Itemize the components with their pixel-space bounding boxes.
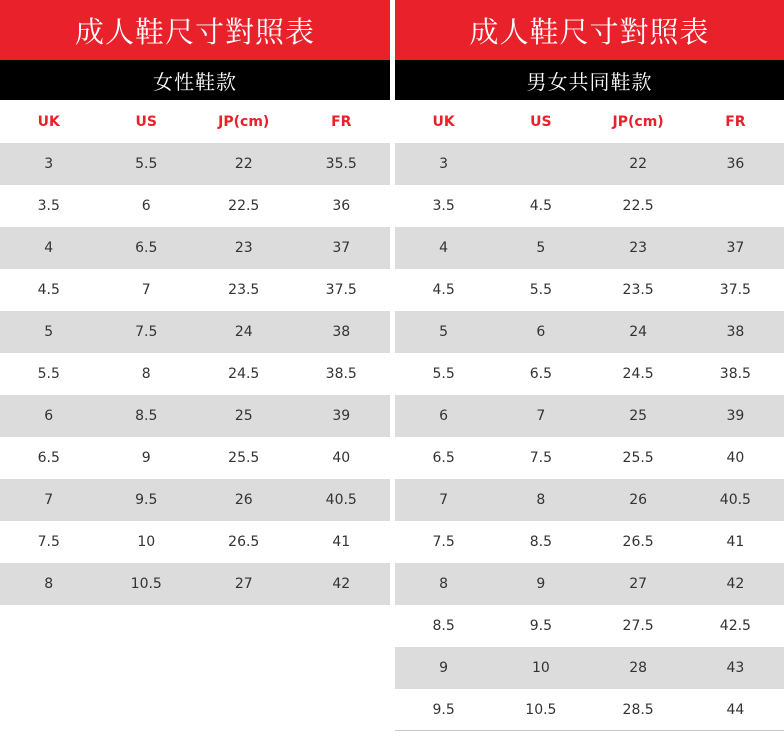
- table-row: [395, 143, 784, 185]
- cell-us: 10: [137, 534, 156, 550]
- header-fr: FR: [331, 113, 352, 130]
- table-row: [395, 605, 784, 647]
- cell-fr: 37.5: [719, 282, 751, 298]
- cell-us: 10.5: [130, 576, 162, 592]
- cell-jp: 23.5: [228, 282, 260, 298]
- cell-uk: 6: [44, 408, 54, 424]
- cell-us: 5.5: [135, 156, 158, 172]
- womens-size-table: [0, 0, 390, 605]
- cell-jp: 22: [234, 156, 253, 172]
- cell-uk: 4: [44, 240, 54, 256]
- table-subtitle: 女性鞋款: [0, 60, 390, 100]
- cell-jp: 23.5: [622, 282, 654, 298]
- cell-jp: 25: [234, 408, 253, 424]
- cell-uk: 3.5: [432, 198, 455, 214]
- cell-uk: 4.5: [37, 282, 60, 298]
- cell-fr: 38: [726, 324, 745, 340]
- cell-fr: 38: [332, 324, 351, 340]
- header-us: US: [530, 113, 552, 130]
- header-jp: JP(cm): [612, 113, 664, 130]
- cell-uk: 9: [439, 660, 449, 676]
- cell-jp: 28.5: [622, 701, 654, 718]
- table-row: [395, 647, 784, 689]
- table-row: [395, 395, 784, 437]
- cell-fr: 38.5: [325, 366, 357, 382]
- cell-us: 7.5: [135, 324, 158, 340]
- cell-fr: 42: [726, 576, 745, 592]
- cell-us: 8.5: [135, 408, 158, 424]
- cell-us: 8: [141, 366, 151, 382]
- column-headers: [395, 100, 784, 143]
- table-row: [0, 353, 390, 395]
- cell-fr: 36: [726, 156, 745, 172]
- cell-fr: 37: [332, 240, 351, 256]
- table-row: [0, 521, 390, 563]
- cell-jp: 22.5: [622, 198, 654, 214]
- table-subtitle: 男女共同鞋款: [395, 60, 784, 100]
- cell-jp: 24.5: [622, 366, 654, 382]
- header-fr: FR: [725, 113, 746, 130]
- cell-uk: 6.5: [432, 450, 455, 466]
- cell-us: 8: [536, 492, 546, 508]
- cell-us: 6: [536, 324, 546, 340]
- cell-jp: 25.5: [228, 450, 260, 466]
- header-uk: UK: [37, 113, 60, 130]
- header-jp: JP(cm): [218, 113, 270, 130]
- cell-fr: 36: [332, 198, 351, 214]
- cell-us: 5.5: [529, 282, 552, 298]
- cell-fr: 40: [726, 450, 745, 466]
- cell-us: 4.5: [529, 198, 552, 214]
- table-row: [395, 353, 784, 395]
- table-row: [0, 143, 390, 185]
- cell-jp: 25.5: [622, 450, 654, 466]
- cell-us: 7: [536, 408, 546, 424]
- cell-jp: 26.5: [228, 534, 260, 550]
- cell-uk: 6.5: [37, 450, 60, 466]
- table-title: 成人鞋尺寸對照表: [395, 0, 784, 60]
- table-row: [0, 185, 390, 227]
- cell-uk: 7.5: [37, 534, 60, 550]
- cell-jp: 28: [629, 660, 648, 676]
- table-row: [395, 311, 784, 353]
- cell-us: 9.5: [135, 492, 158, 508]
- cell-jp: 23: [629, 240, 648, 256]
- cell-fr: 40: [332, 450, 351, 466]
- cell-jp: 26: [234, 492, 253, 508]
- table-row: [0, 563, 390, 605]
- unisex-size-table: [395, 0, 784, 731]
- cell-us: 8.5: [529, 534, 552, 550]
- cell-uk: 5.5: [432, 366, 455, 382]
- cell-uk: 7.5: [432, 534, 455, 550]
- cell-uk: 8: [44, 576, 54, 592]
- table-row: [0, 479, 390, 521]
- cell-fr: 44: [726, 701, 745, 718]
- table-row: [0, 227, 390, 269]
- cell-us: 6.5: [529, 366, 552, 382]
- cell-us: 7.5: [529, 450, 552, 466]
- cell-us: 9.5: [529, 618, 552, 634]
- table-body: [395, 143, 784, 731]
- cell-fr: 38.5: [719, 366, 751, 382]
- table-row: [0, 269, 390, 311]
- column-headers: [0, 100, 390, 143]
- cell-us: 10.5: [525, 701, 557, 718]
- cell-fr: 41: [726, 534, 745, 550]
- cell-fr: [687, 185, 784, 227]
- cell-uk: 4.5: [432, 282, 455, 298]
- cell-us: 7: [141, 282, 151, 298]
- cell-uk: 3.5: [37, 198, 60, 214]
- cell-us: 10: [531, 660, 550, 676]
- cell-uk: 3: [439, 156, 449, 172]
- table-row: [395, 185, 784, 227]
- cell-uk: 3: [44, 156, 54, 172]
- cell-fr: 42: [332, 576, 351, 592]
- table-row: [0, 311, 390, 353]
- cell-fr: 35.5: [325, 156, 357, 172]
- table-row: [0, 395, 390, 437]
- table-row: [395, 521, 784, 563]
- cell-fr: 40.5: [719, 492, 751, 508]
- cell-us: [492, 143, 589, 185]
- cell-uk: 7: [439, 492, 449, 508]
- cell-us: 6.5: [135, 240, 158, 256]
- cell-us: 9: [536, 576, 546, 592]
- cell-fr: 37.5: [325, 282, 357, 298]
- cell-uk: 5: [439, 324, 449, 340]
- cell-uk: 5.5: [37, 366, 60, 382]
- cell-fr: 40.5: [325, 492, 357, 508]
- table-body: [0, 143, 390, 605]
- cell-jp: 26: [629, 492, 648, 508]
- table-row: [395, 563, 784, 605]
- cell-jp: 27: [234, 576, 253, 592]
- table-row: [395, 269, 784, 311]
- cell-uk: 5: [44, 324, 54, 340]
- cell-fr: 43: [726, 660, 745, 676]
- cell-jp: 26.5: [622, 534, 654, 550]
- cell-jp: 22.5: [228, 198, 260, 214]
- cell-uk: 8.5: [432, 618, 455, 634]
- cell-uk: 6: [439, 408, 449, 424]
- cell-fr: 39: [332, 408, 351, 424]
- cell-jp: 27.5: [622, 618, 654, 634]
- cell-uk: 9.5: [432, 701, 455, 718]
- cell-jp: 24: [234, 324, 253, 340]
- cell-fr: 37: [726, 240, 745, 256]
- cell-fr: 42.5: [719, 618, 751, 634]
- cell-uk: 7: [44, 492, 54, 508]
- cell-fr: 41: [332, 534, 351, 550]
- cell-jp: 27: [629, 576, 648, 592]
- cell-uk: 8: [439, 576, 449, 592]
- cell-jp: 24.5: [228, 366, 260, 382]
- cell-jp: 25: [629, 408, 648, 424]
- cell-jp: 24: [629, 324, 648, 340]
- cell-jp: 23: [234, 240, 253, 256]
- cell-uk: 4: [439, 240, 449, 256]
- cell-fr: 39: [726, 408, 745, 424]
- table-title: 成人鞋尺寸對照表: [0, 0, 390, 60]
- table-row: [395, 437, 784, 479]
- table-row: [395, 689, 784, 731]
- table-row: [395, 479, 784, 521]
- table-row: [0, 437, 390, 479]
- table-row: [395, 227, 784, 269]
- header-us: US: [135, 113, 157, 130]
- cell-us: 5: [536, 240, 546, 256]
- header-uk: UK: [432, 113, 455, 130]
- cell-us: 6: [141, 198, 151, 214]
- cell-us: 9: [141, 450, 151, 466]
- cell-jp: 22: [629, 156, 648, 172]
